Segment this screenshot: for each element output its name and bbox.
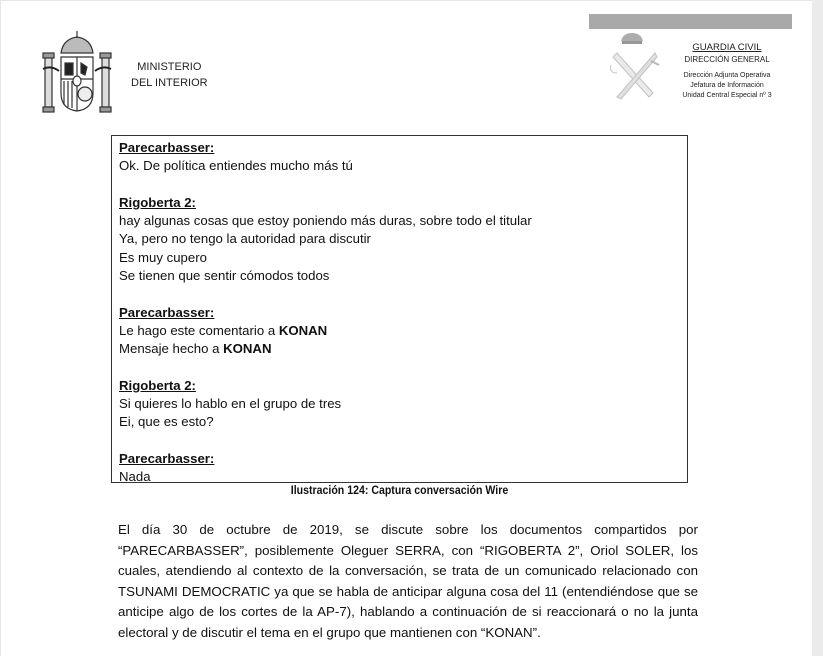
message-line [119, 322, 687, 340]
block-spacer [119, 285, 687, 303]
ministry-line-2: DEL INTERIOR [131, 77, 208, 89]
guardia-civil-emblem-icon [605, 31, 665, 103]
guardia-civil-header [673, 41, 781, 101]
message-text: Nada [119, 469, 151, 485]
figure-caption: Ilustración 124: Captura conversación Wire [290, 485, 509, 497]
speaker-name: Parecarbasser: [119, 140, 215, 155]
unit-line: Dirección Adjunta Operativa [683, 72, 771, 79]
speaker-name: Rigoberta 2: [119, 194, 196, 210]
message-text: hay algunas cosas que estoy poniendo más duras, sobre todo el titular [119, 213, 532, 229]
block-spacer [119, 176, 687, 194]
unit-line: Jefatura de Información [690, 82, 764, 89]
message-line [119, 340, 687, 358]
message-line [119, 249, 687, 267]
message-text: Es muy cupero [119, 249, 207, 265]
guardia-civil-title: GUARDIA CIVIL [692, 42, 762, 53]
highlighted-name: KONAN [278, 322, 328, 338]
message-line [119, 230, 687, 248]
message-line [119, 267, 687, 285]
speaker-name: Parecarbasser: [119, 304, 215, 320]
message-text: Mensaje hecho a [119, 341, 224, 357]
message-line [119, 212, 687, 230]
message-text: Ok. De política entiendes mucho más tú [119, 158, 353, 174]
message-line [119, 157, 687, 175]
message-text: Le hago este comentario a [119, 322, 279, 338]
header-gray-bar [589, 14, 792, 29]
spain-coat-of-arms-icon [41, 31, 113, 115]
message-line [119, 395, 687, 413]
block-spacer [119, 432, 687, 450]
message-text: Ya, pero no tengo la autoridad para discutir [119, 231, 371, 247]
block-spacer [119, 359, 687, 377]
message-text: Se tienen que sentir cómodos todos [119, 268, 330, 284]
ministry-name [131, 59, 208, 91]
ministry-line-1: MINISTERIO [137, 61, 202, 73]
highlighted-name: KONAN [223, 341, 272, 357]
message-line [119, 413, 687, 431]
direccion-general: DIRECCIÓN GENERAL [684, 55, 770, 64]
conversation-capture-box [111, 135, 688, 483]
speaker-name: Parecarbasser: [119, 451, 215, 467]
message-text: Ei, que es esto? [119, 414, 214, 430]
page-side-margin [812, 0, 823, 656]
message-line [119, 468, 687, 486]
speaker-name: Rigoberta 2: [119, 377, 196, 393]
message-text: Si quieres lo hablo en el grupo de tres [119, 396, 342, 412]
body-paragraph: El día 30 de octubre de 2019, se discute sobre los documentos compartidos por “PARECARBASSER”, posiblemente Oleguer SERRA, con “RIGOBERTA 2”, Oriol SOLER, los cuales, atendiendo al contexto de la conversación, se trata de un comunicado relacionado con TSUNAMI DEMOCRATIC ya que se habla de anticipar alguna cosa del 11 (entendiéndose que se anticipe algo de los cortes de la AP-7), hablando a continuación de si reaccionará o no la junta electoral y de discutir el tema en el grupo que mantienen con “KONAN”. [118, 522, 698, 640]
unit-line: Unidad Central Especial nº 3 [682, 92, 772, 99]
